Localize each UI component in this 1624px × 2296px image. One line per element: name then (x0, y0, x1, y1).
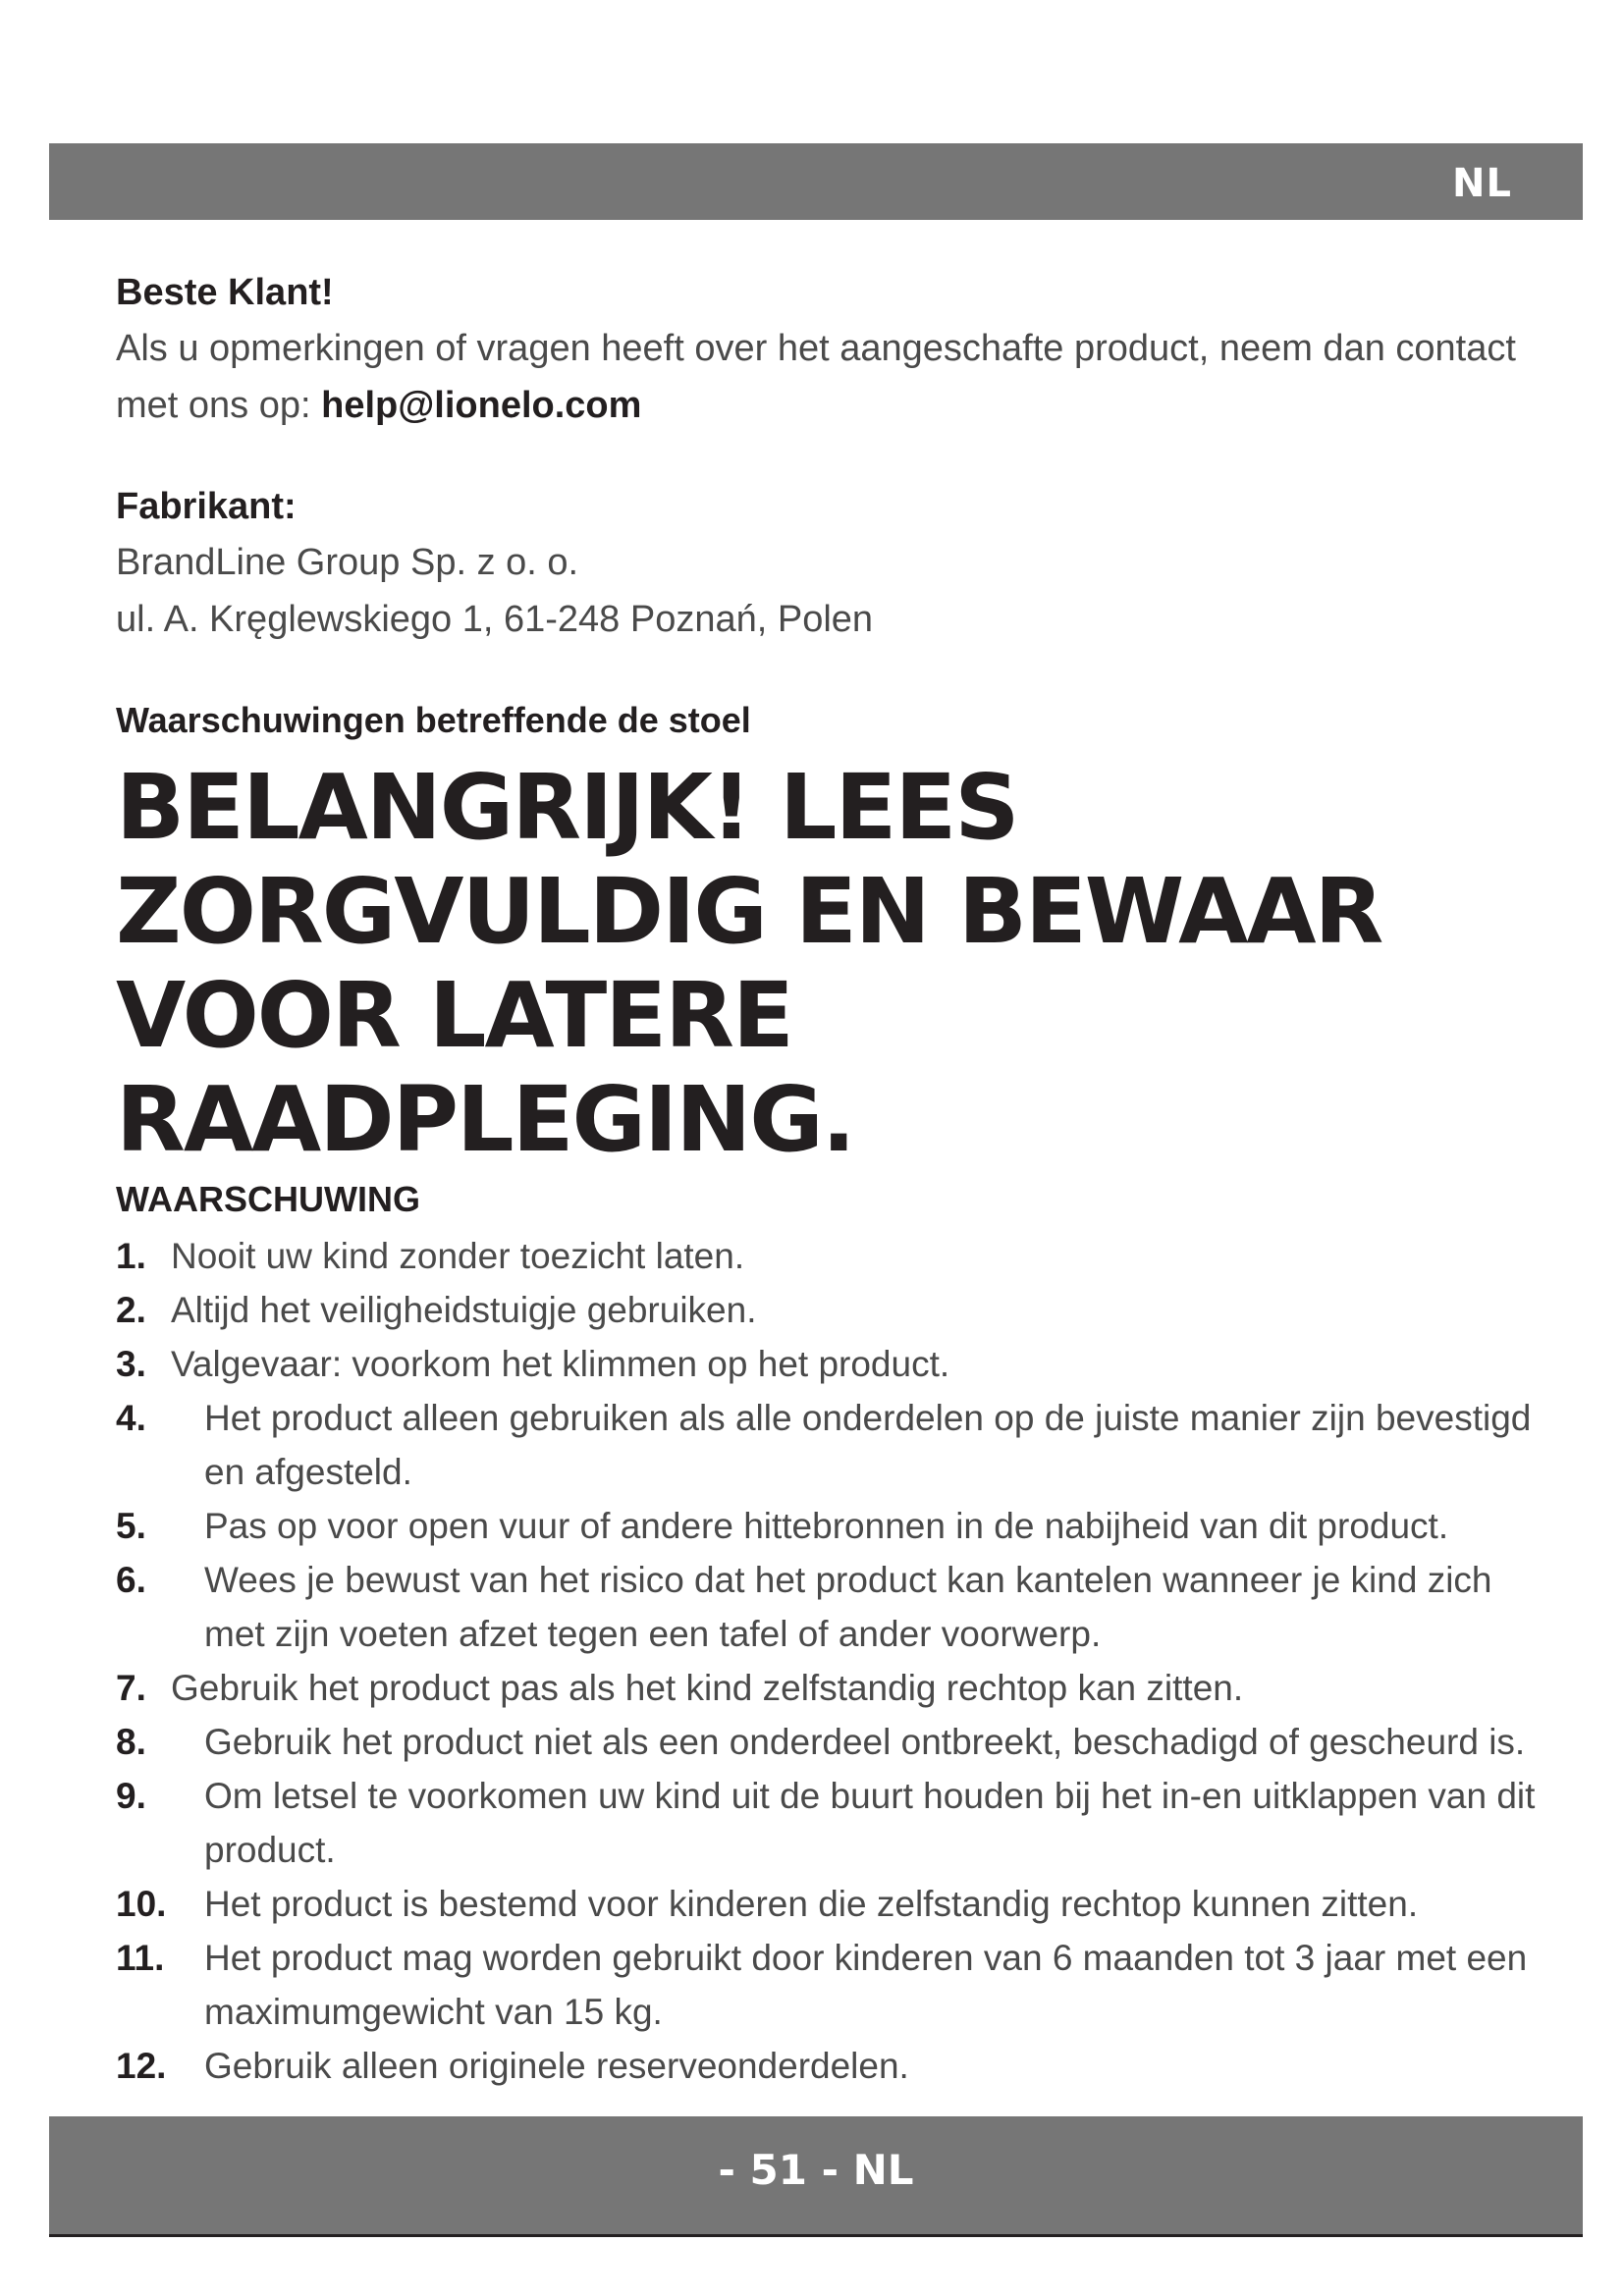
list-item: 8. Gebruik het product niet als een onderdeel ontbreekt, beschadigd of gescheurd is. (116, 1722, 1526, 1762)
manufacturer-title: Fabrikant: (116, 486, 297, 527)
list-item: 4. Het product alleen gebruiken als alle onderdelen op de juiste manier zijn bevestigd en afgesteld. (116, 1398, 1532, 1492)
important-heading: BELANGRIJK! LEES ZORGVULDIG EN BEWAAR VOOR LATERE RAADPLEGING. (116, 755, 1382, 1172)
manufacturer-address: ul. A. Kręglewskiego 1, 61-248 Poznań, Polen (116, 599, 874, 640)
footer-bar (49, 2116, 1583, 2234)
header-bar (49, 143, 1583, 220)
section-subtitle: Waarschuwingen betreffende de stoel (116, 700, 751, 740)
list-item: 5. Pas op voor open vuur of andere hittebronnen in de nabijheid van dit product. (116, 1506, 1449, 1546)
list-item: 12. Gebruik alleen originele reserveonderdelen. (116, 2046, 909, 2086)
warning-list (116, 1229, 1559, 2093)
list-item: 9. Om letsel te voorkomen uw kind uit de buurt houden bij het in-en uitklappen van dit product. (116, 1776, 1536, 1870)
language-label: NL (1452, 161, 1512, 206)
list-item: 3. Valgevaar: voorkom het klimmen op het product. (116, 1344, 950, 1384)
list-item: 7. Gebruik het product pas als het kind zelfstandig rechtop kan zitten. (116, 1668, 1244, 1708)
warning-title: WAARSCHUWING (116, 1179, 420, 1219)
greeting-block (116, 265, 1559, 434)
list-item: 10. Het product is bestemd voor kinderen die zelfstandig rechtop kunnen zitten. (116, 1884, 1419, 1924)
list-item: 2. Altijd het veiligheidstuigje gebruiken. (116, 1290, 757, 1330)
list-item: 1. Nooit uw kind zonder toezicht laten. (116, 1236, 745, 1276)
page-number: - 51 - NL (718, 2146, 914, 2194)
support-email: help@lionelo.com (321, 385, 642, 426)
manufacturer-block (116, 479, 1559, 648)
greeting-body: Als u opmerkingen of vragen heeft over het aangeschafte product, neem dan contact met ons op: (116, 328, 1516, 426)
list-item: 11. Het product mag worden gebruikt door kinderen van 6 maanden tot 3 jaar met een maximumgewicht van 15 kg. (116, 1938, 1528, 2032)
greeting-text (116, 320, 1559, 434)
manufacturer-name: BrandLine Group Sp. z o. o. (116, 542, 579, 583)
list-item: 6. Wees je bewust van het risico dat het product kan kantelen wanneer je kind zich met zijn voeten afzet tegen een tafel of ander voorwerp. (116, 1560, 1492, 1654)
page-content (116, 265, 1559, 2093)
footer-divider (49, 2234, 1583, 2237)
greeting-title: Beste Klant! (116, 272, 334, 313)
